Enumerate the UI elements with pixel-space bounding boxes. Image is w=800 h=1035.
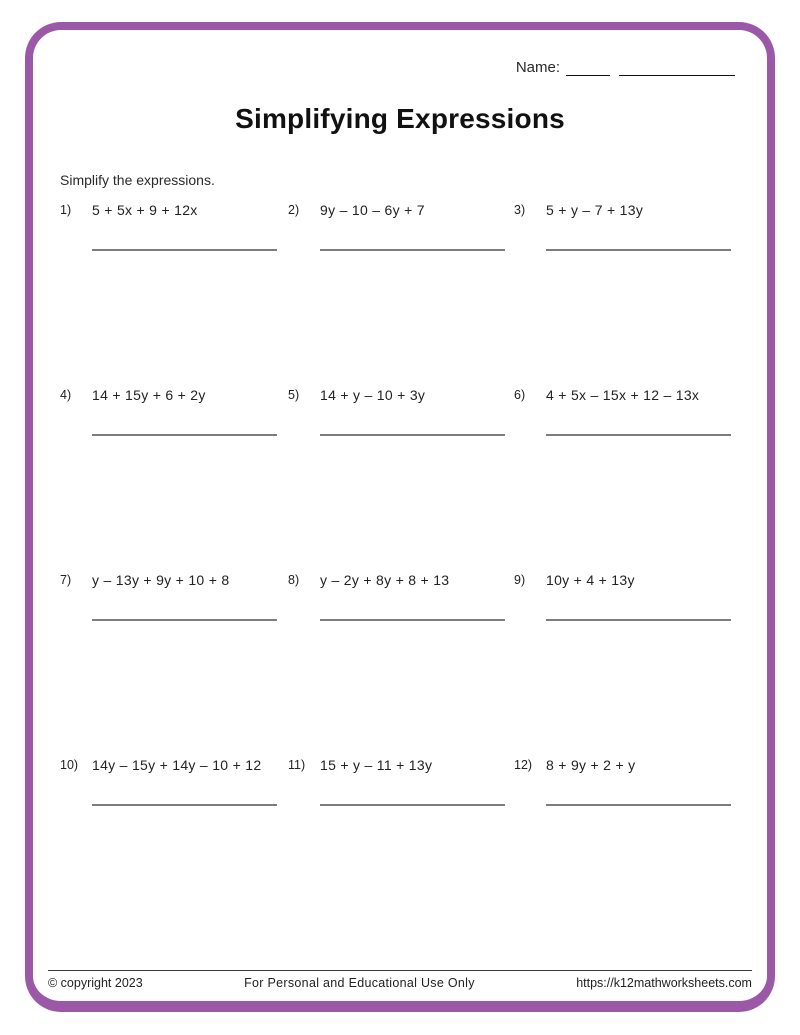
problem-7 bbox=[60, 572, 288, 757]
problem-expression: 8 + 9y + 2 + y bbox=[546, 757, 636, 773]
answer-line bbox=[320, 619, 505, 621]
problem-number: 9) bbox=[514, 573, 526, 587]
problem-expression: 9y – 10 – 6y + 7 bbox=[320, 202, 425, 218]
problem-3 bbox=[514, 202, 763, 387]
footer-copyright: © copyright 2023 bbox=[48, 976, 143, 990]
page-title: Simplifying Expressions bbox=[235, 103, 565, 134]
problem-number: 5) bbox=[288, 388, 300, 402]
problem-expression: 14 + 15y + 6 + 2y bbox=[92, 387, 206, 403]
footer bbox=[48, 970, 752, 990]
problem-expression: 4 + 5x – 15x + 12 – 13x bbox=[546, 387, 700, 403]
answer-line bbox=[546, 619, 731, 621]
problem-expression: y – 13y + 9y + 10 + 8 bbox=[92, 572, 230, 588]
problem-2 bbox=[288, 202, 514, 387]
problem-expression: 10y + 4 + 13y bbox=[546, 572, 635, 588]
problem-number: 8) bbox=[288, 573, 300, 587]
problem-12 bbox=[514, 757, 763, 942]
problem-number: 11) bbox=[288, 758, 306, 772]
name-label: Name: bbox=[515, 59, 560, 76]
answer-line bbox=[546, 804, 731, 806]
problem-11 bbox=[288, 757, 514, 942]
footer-usage-note: For Personal and Educational Use Only bbox=[244, 976, 475, 990]
problem-number: 4) bbox=[60, 388, 72, 402]
answer-line bbox=[92, 249, 277, 251]
problem-10 bbox=[60, 757, 288, 942]
problem-4 bbox=[60, 387, 288, 572]
problem-5 bbox=[288, 387, 514, 572]
answer-line bbox=[92, 804, 277, 806]
problem-1 bbox=[60, 202, 288, 387]
instruction-text: Simplify the expressions. bbox=[60, 172, 215, 188]
problem-6 bbox=[514, 387, 763, 572]
problem-number: 10) bbox=[60, 758, 79, 772]
answer-line bbox=[546, 434, 731, 436]
name-field bbox=[516, 59, 735, 76]
answer-line bbox=[92, 619, 277, 621]
worksheet-border bbox=[25, 22, 775, 1012]
name-blank-line bbox=[619, 59, 735, 76]
answer-line bbox=[320, 434, 505, 436]
problems-grid bbox=[60, 202, 763, 942]
problem-expression: y – 2y + 8y + 8 + 13 bbox=[320, 572, 450, 588]
name-blank-line bbox=[566, 59, 610, 76]
footer-url: https://k12mathworksheets.com bbox=[576, 976, 752, 990]
problem-number: 3) bbox=[514, 203, 526, 217]
problem-number: 2) bbox=[288, 203, 300, 217]
problem-expression: 5 + 5x + 9 + 12x bbox=[92, 202, 198, 218]
problem-number: 12) bbox=[514, 758, 533, 772]
problem-number: 7) bbox=[60, 573, 72, 587]
answer-line bbox=[546, 249, 731, 251]
problem-9 bbox=[514, 572, 763, 757]
problem-expression: 5 + y – 7 + 13y bbox=[546, 202, 644, 218]
problem-number: 6) bbox=[514, 388, 526, 402]
problem-8 bbox=[288, 572, 514, 757]
problem-expression: 15 + y – 11 + 13y bbox=[320, 757, 433, 773]
problem-number: 1) bbox=[60, 203, 72, 217]
answer-line bbox=[92, 434, 277, 436]
answer-line bbox=[320, 804, 505, 806]
problem-expression: 14y – 15y + 14y – 10 + 12 bbox=[92, 757, 262, 773]
answer-line bbox=[320, 249, 505, 251]
problem-expression: 14 + y – 10 + 3y bbox=[320, 387, 426, 403]
